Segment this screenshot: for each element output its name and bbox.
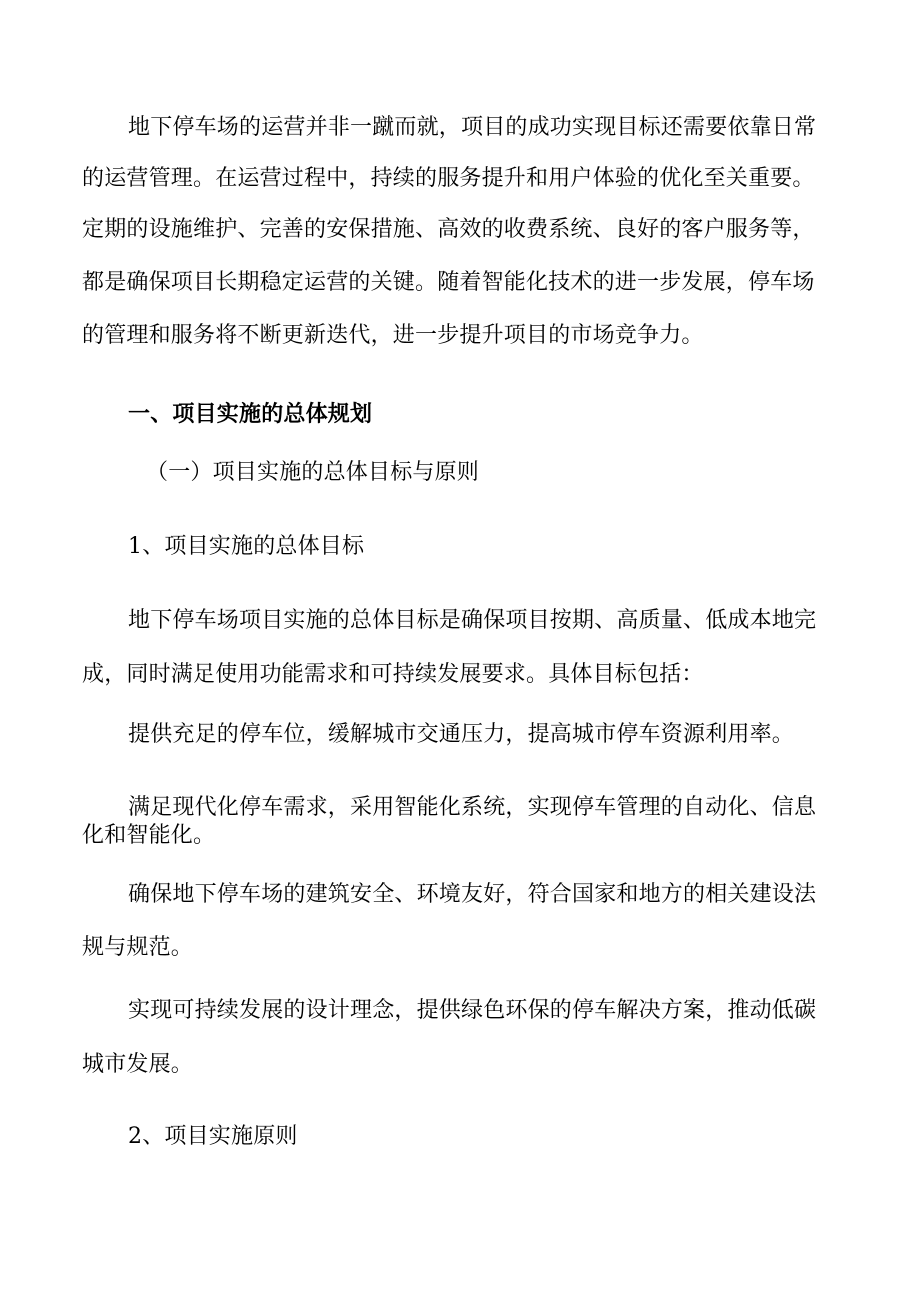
paragraph-line: 的运营管理。在运营过程中，持续的服务提升和用户体验的优化至关重要。: [82, 166, 815, 191]
paragraph-line: 的管理和服务将不断更新迭代，进一步提升项目的市场竞争力。: [82, 323, 704, 348]
paragraph-line: 都是确保项目长期稳定运营的关键。随着智能化技术的进一步发展，停车场: [82, 270, 815, 295]
paragraph-line: 提供充足的停车位，缓解城市交通压力，提高城市停车资源利用率。: [128, 722, 795, 747]
item-heading: 2、项目实施原则: [128, 1124, 298, 1149]
paragraph-line: 地下停车场项目实施的总体目标是确保项目按期、高质量、低成本地完: [128, 608, 817, 633]
paragraph-line: 城市发展。: [82, 1052, 194, 1077]
paragraph-line: 实现可持续发展的设计理念，提供绿色环保的停车解决方案，推动低碳: [128, 998, 817, 1023]
paragraph-line: 定期的设施维护、完善的安保措施、高效的收费系统、良好的客户服务等，: [82, 217, 815, 242]
paragraph-line: 规与规范。: [82, 935, 194, 960]
paragraph-line: 成，同时满足使用功能需求和可持续发展要求。具体目标包括：: [82, 662, 704, 687]
section-heading: 一、项目实施的总体规划: [128, 401, 373, 427]
paragraph-line: 地下停车场的运营并非一蹴而就，项目的成功实现目标还需要依靠日常: [128, 115, 817, 140]
paragraph-line: 满足现代化停车需求，采用智能化系统，实现停车管理的自动化、信息: [128, 795, 817, 820]
paragraph-line: 化和智能化。: [82, 823, 216, 848]
subsection-heading: （一）项目实施的总体目标与原则: [146, 460, 480, 485]
paragraph-line: 确保地下停车场的建筑安全、环境友好，符合国家和地方的相关建设法: [128, 882, 817, 907]
item-heading: 1、项目实施的总体目标: [128, 534, 365, 559]
